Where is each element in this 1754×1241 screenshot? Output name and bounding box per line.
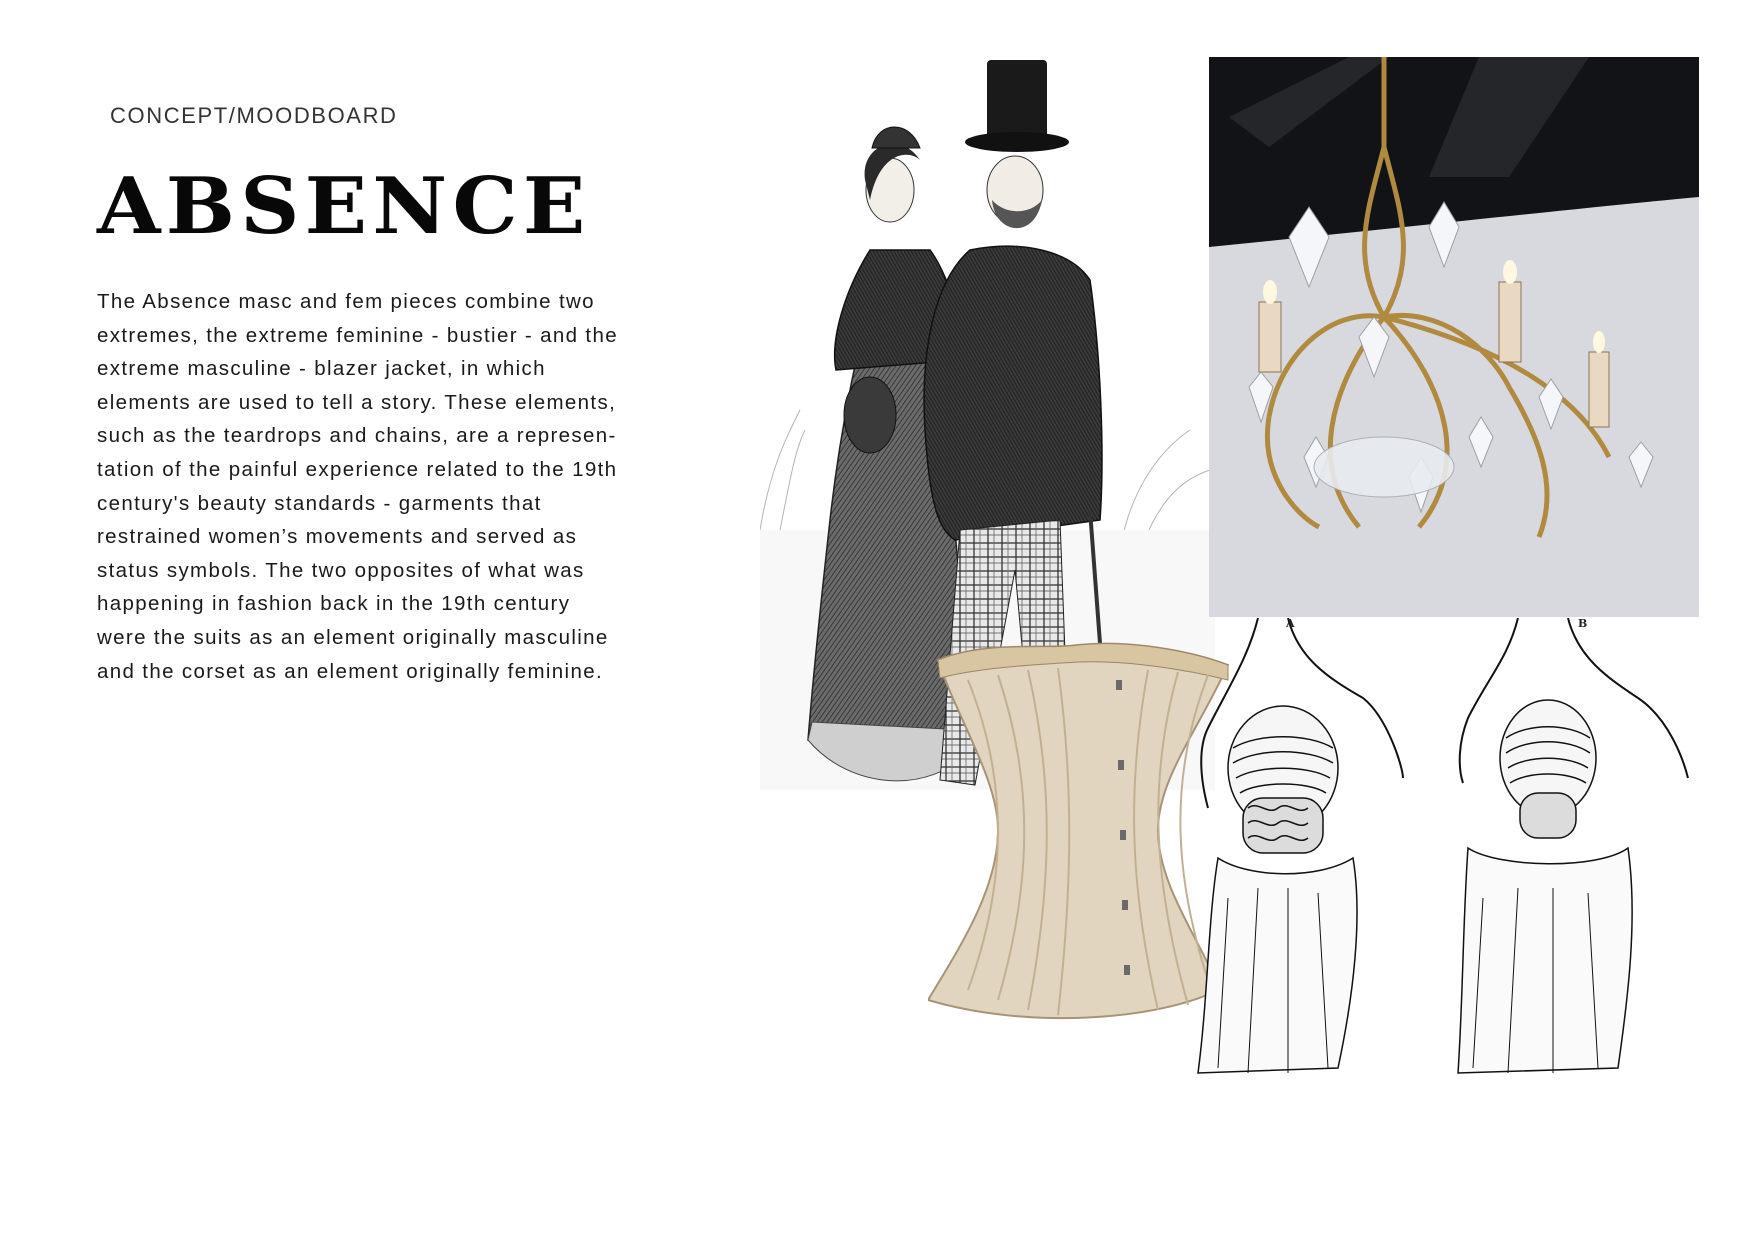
anatomy-label-b: B	[1578, 617, 1588, 630]
top-hat-crown	[987, 60, 1047, 140]
corset-anatomy-illustration	[1188, 618, 1704, 1088]
page-title: ABSENCE	[97, 161, 591, 252]
top-hat-brim	[965, 132, 1069, 152]
woman-hat	[872, 127, 920, 148]
concept-description: The Absence masc and fem pieces combine two extremes, the extreme feminine - bustier - and the extreme masculine - blazer jacket, in which elements are used to tell a story. These elements, such as the teardrops and chains, are a represen- tation of the painful experience related to the 19th century's beauty standards - garments that restrained women’s movements and served as status symbols. The two opposites of what was happening in fashion back in the 19th century were the suits as an element originally masculine and the corset as an element originally feminine.	[97, 290, 618, 683]
man-jacket	[924, 246, 1102, 540]
woman-muff	[844, 377, 896, 453]
eyebrow-label: CONCEPT/MOODBOARD	[110, 103, 398, 128]
anatomy-label-a: A	[1286, 617, 1295, 630]
figure-a	[1198, 706, 1357, 1073]
figure-b	[1458, 700, 1632, 1073]
chandelier-photo	[1209, 57, 1699, 617]
crystal-bowl	[1314, 437, 1454, 497]
